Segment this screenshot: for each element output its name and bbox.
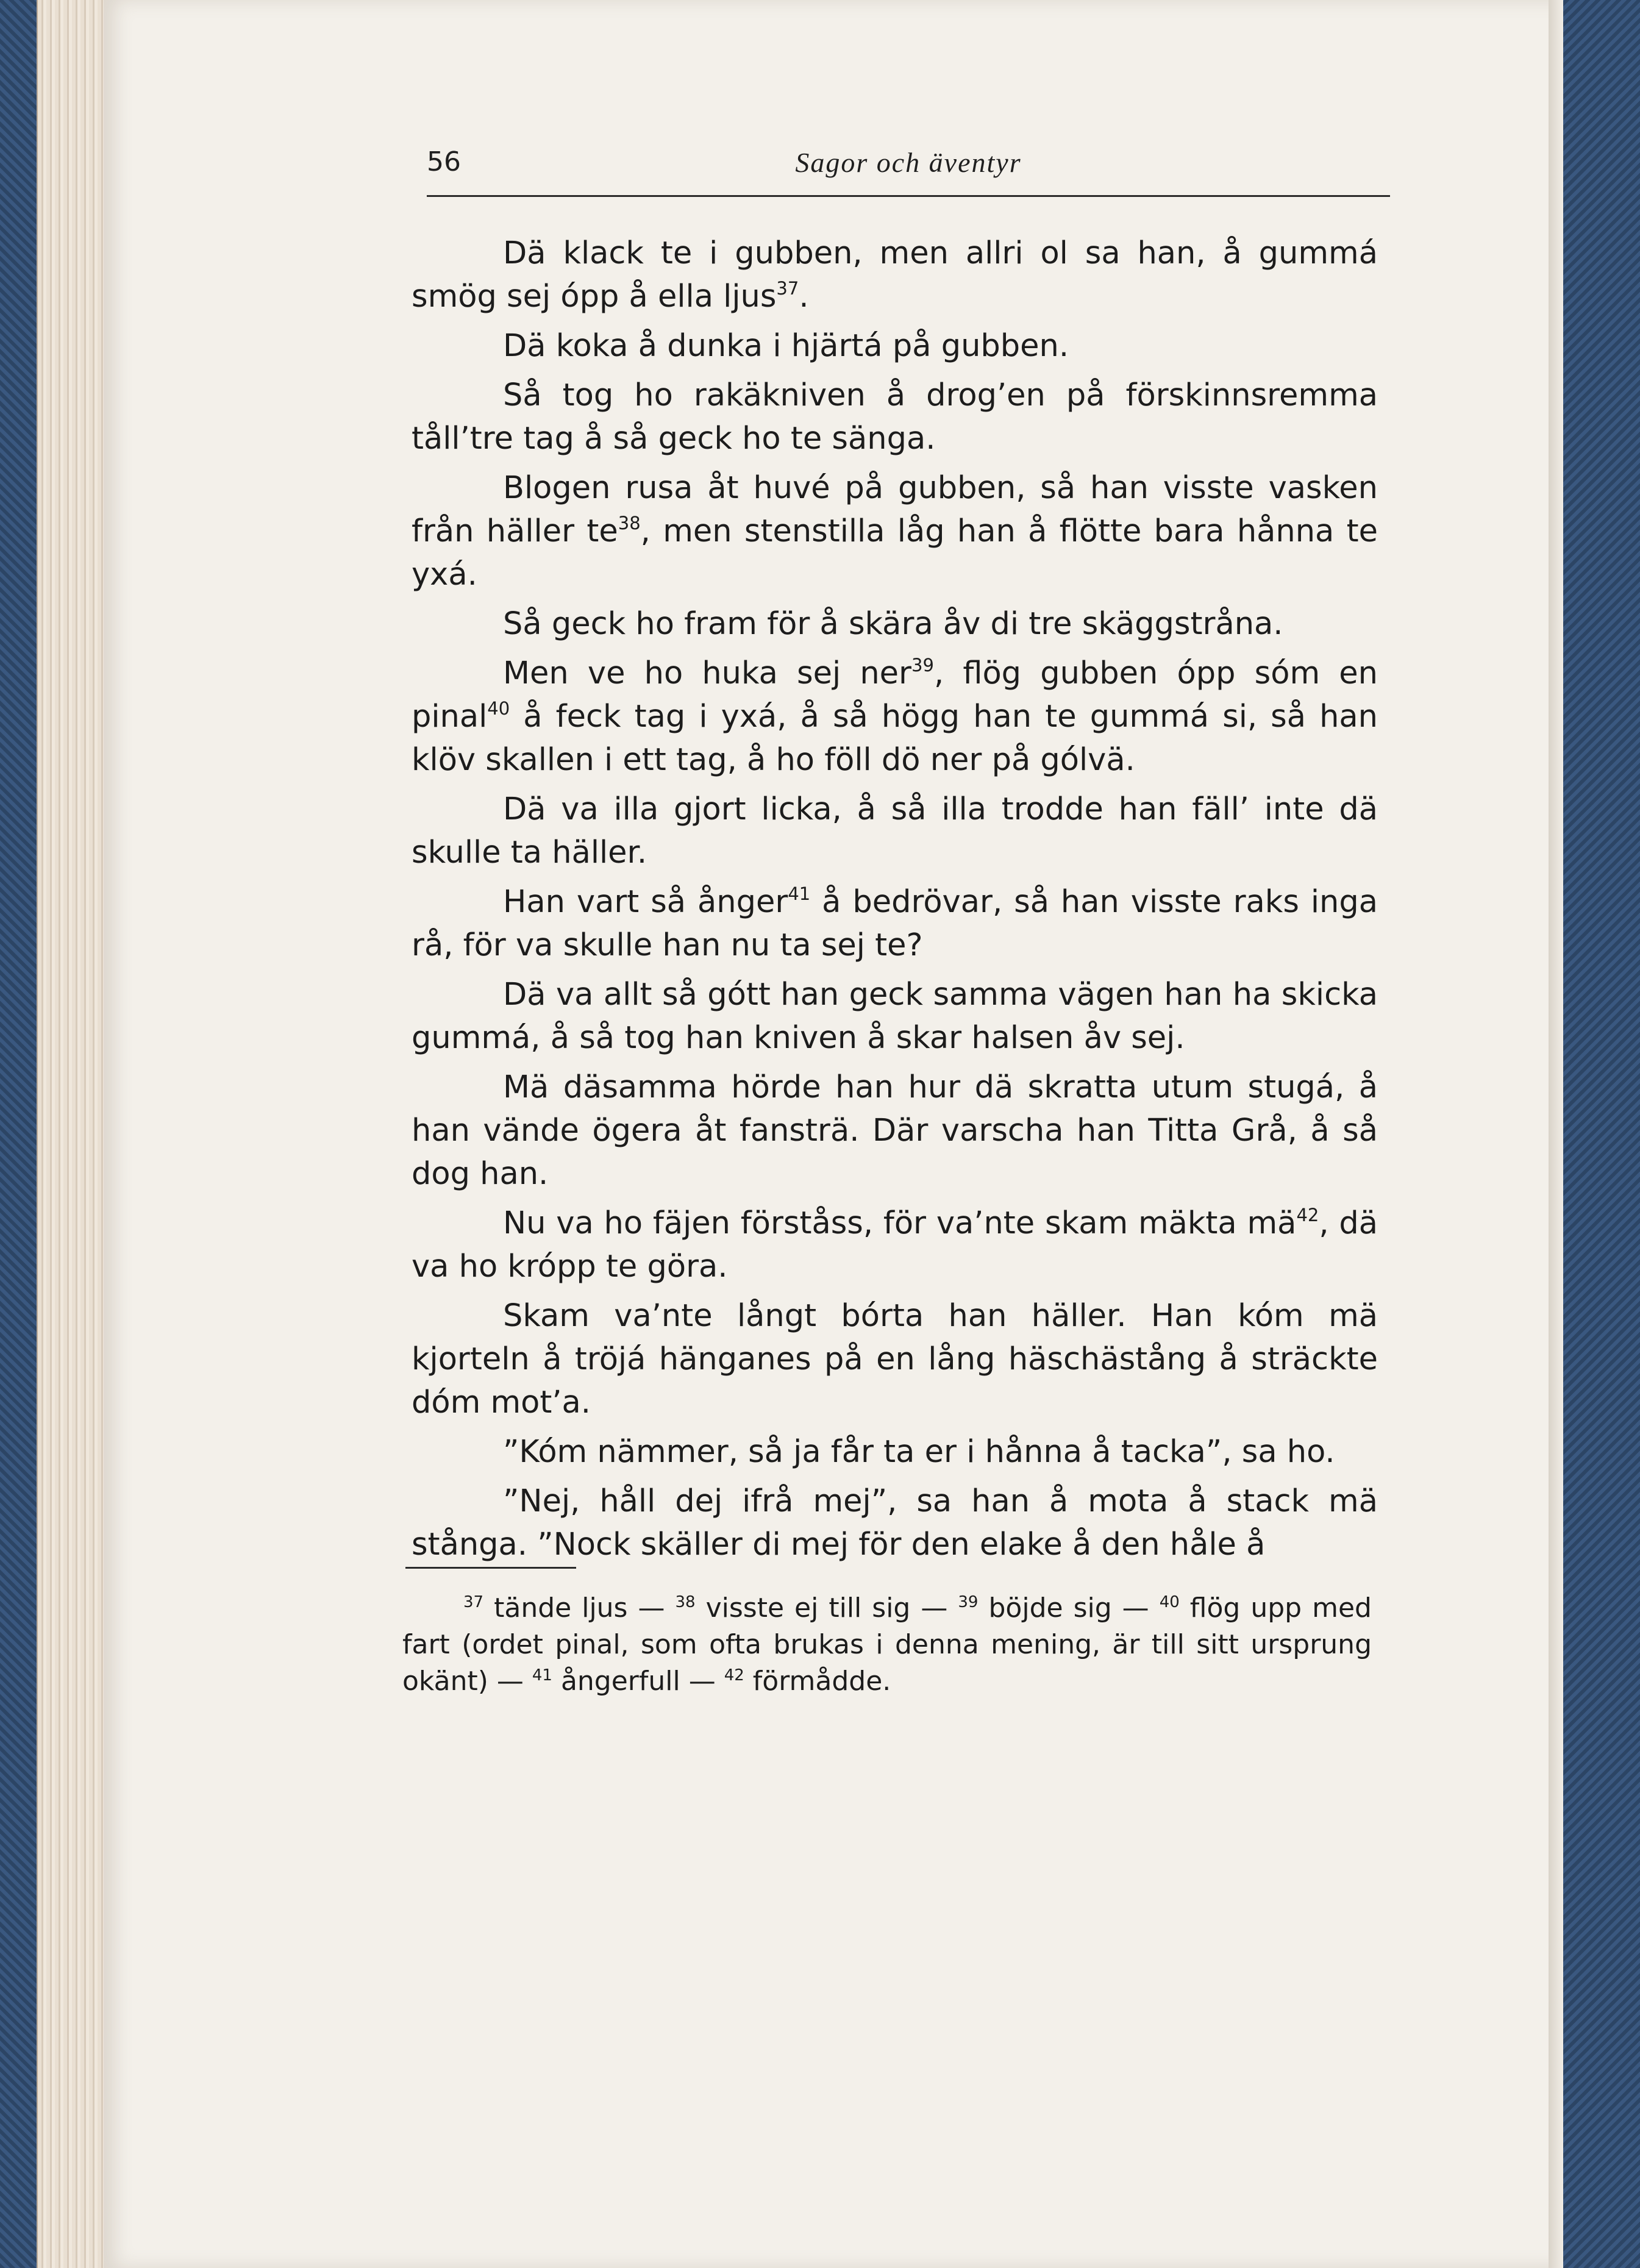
footnote-marker: 42 xyxy=(724,1666,744,1685)
text-run: Så tog ho rakäkniven å drog’en på förskinnsremma tåll’tre tag å så geck ho te sänga. xyxy=(412,377,1378,457)
text-run: Dä klack te i gubben, men allri ol sa han, å gummá smög sej ópp å ella ljus xyxy=(412,235,1378,315)
paragraph xyxy=(412,1066,1378,1196)
text-run: visste ej till sig — xyxy=(695,1592,958,1624)
footnote-marker: 40 xyxy=(1159,1593,1180,1611)
text-run: , flög gubben ópp sóm en pinal xyxy=(412,655,1378,735)
paragraph xyxy=(412,1202,1378,1288)
page-number: 56 xyxy=(427,146,461,177)
text-run: . xyxy=(799,279,809,315)
text-run: böjde sig — xyxy=(978,1592,1160,1624)
footnote-marker: 38 xyxy=(618,513,641,533)
paragraph xyxy=(412,466,1378,596)
paragraph xyxy=(412,1294,1378,1424)
text-run: förmådde. xyxy=(744,1666,891,1697)
text-run: Blogen rusa åt huvé på gubben, så han visste vasken från häller te xyxy=(412,470,1378,549)
page-header xyxy=(427,146,1390,197)
text-run: Mä däsamma hörde han hur dä skratta utum stugá, å han vände ögera åt fansträ. Där varscha han Titta Grå, å så dog han. xyxy=(412,1069,1378,1192)
paragraph xyxy=(412,374,1378,460)
text-run: ”Nej, håll dej ifrå mej”, sa han å mota å stack mä stånga. ”Nock skäller di mej för den elake å den håle å xyxy=(412,1483,1378,1563)
text-run: Han vart så ånger xyxy=(503,884,788,920)
footnotes xyxy=(402,1590,1372,1700)
paragraph xyxy=(412,1430,1378,1474)
footnote-marker: 41 xyxy=(788,883,811,904)
facing-page-edge xyxy=(1549,0,1563,2268)
paragraph xyxy=(412,973,1378,1060)
text-run: Så geck ho fram för å skära åv di tre skäggstråna. xyxy=(503,606,1283,642)
paragraph xyxy=(412,232,1378,318)
text-run: å bedrövar, så han visste raks inga rå, för va skulle han nu ta sej te? xyxy=(412,884,1378,963)
footnote-marker: 37 xyxy=(463,1593,484,1611)
paragraph xyxy=(412,324,1378,368)
text-run: Dä va allt så gótt han geck samma vägen han ha skicka gummá, å så tog han kniven å skar halsen åv sej. xyxy=(412,977,1378,1056)
paragraph xyxy=(412,788,1378,874)
text-run: Dä koka å dunka i hjärtá på gubben. xyxy=(503,328,1069,364)
footnote-marker: 39 xyxy=(911,655,934,676)
text-run: å feck tag i yxá, å så högg han te gummá si, så han klöv skallen i ett tag, å ho föll dö ner på gólvä. xyxy=(412,699,1378,778)
text-run: ”Kóm nämmer, så ja får ta er i hånna å tacka”, sa ho. xyxy=(503,1434,1335,1470)
footnote-paragraph xyxy=(402,1590,1372,1700)
footnote-marker: 40 xyxy=(487,698,510,719)
text-run: flög upp med fart (ordet pinal, som ofta brukas i denna mening, är till sitt ursprung okänt) — xyxy=(402,1592,1372,1697)
paragraph xyxy=(412,602,1378,646)
text-run: Nu va ho fäjen förståss, för va’nte skam mäkta mä xyxy=(503,1205,1297,1241)
running-title: Sagor och äventyr xyxy=(795,147,1022,178)
footnote-marker: 38 xyxy=(675,1593,696,1611)
text-run: Dä va illa gjort licka, å så illa trodde han fäll’ inte dä skulle ta häller. xyxy=(412,791,1378,871)
text-run: ångerfull — xyxy=(552,1666,724,1697)
footnote-marker: 39 xyxy=(958,1593,979,1611)
footnote-marker: 42 xyxy=(1296,1205,1319,1225)
footnote-rule xyxy=(405,1567,576,1569)
paragraph xyxy=(412,1480,1378,1566)
text-run: , men stenstilla låg han å flötte bara hånna te yxá. xyxy=(412,513,1378,593)
paragraph xyxy=(412,880,1378,967)
footnote-marker: 37 xyxy=(776,278,799,299)
footnote-marker: 41 xyxy=(532,1666,552,1685)
body-text xyxy=(412,232,1378,1572)
text-run: Men ve ho huka sej ner xyxy=(503,655,912,691)
text-run: tände ljus — xyxy=(483,1592,676,1624)
text-run: Skam va’nte långt bórta han häller. Han kóm mä kjorteln å tröjá hänganes på en lång häschästång å sträckte dóm mot’a. xyxy=(412,1298,1378,1421)
text-run: , dä va ho krópp te göra. xyxy=(412,1205,1378,1285)
paragraph xyxy=(412,652,1378,782)
